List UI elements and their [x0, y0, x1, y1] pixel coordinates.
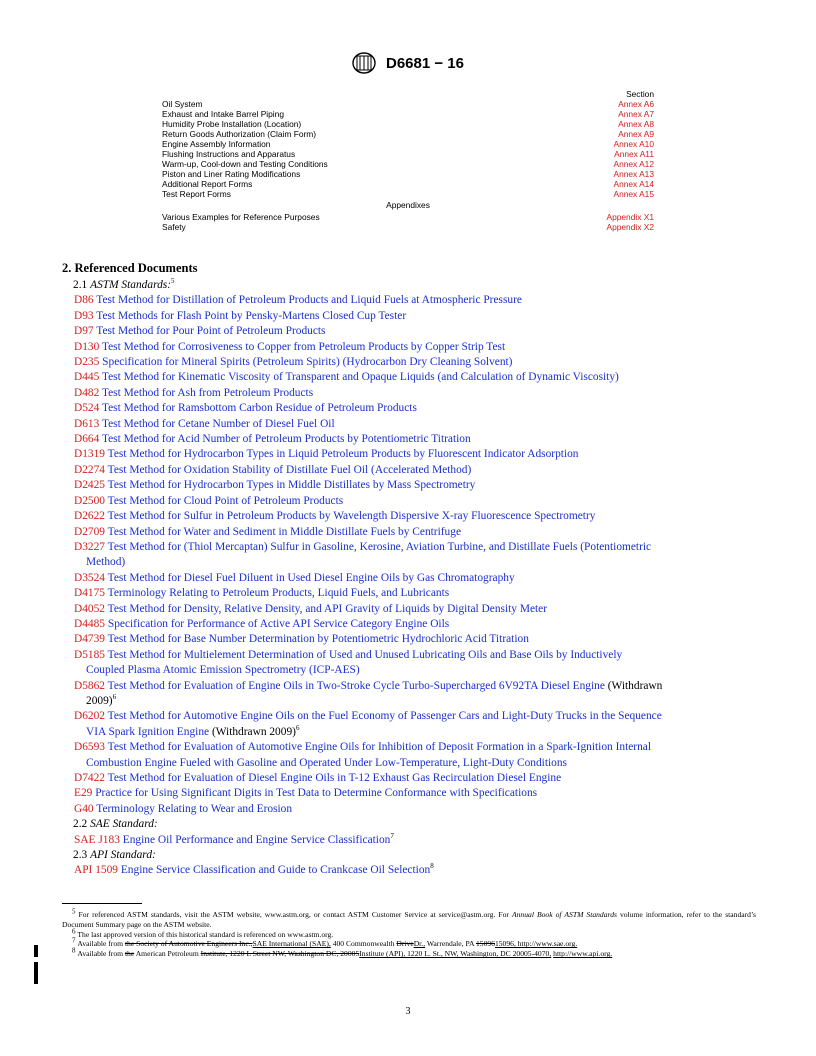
astm-reference[interactable] — [62, 648, 756, 679]
astm-reference[interactable] — [62, 324, 756, 339]
reference-title: Test Method for Sulfur in Petroleum Products by Wavelength Dispersive X-ray Fluorescence Spectrometry — [107, 510, 596, 523]
reference-title: Test Method for Pour Point of Petroleum Products — [96, 325, 326, 338]
reference-title: Test Method for Water and Sediment in Middle Distillate Fuels by Centrifuge — [107, 525, 462, 538]
reference-code: G40 — [74, 802, 94, 815]
reference-title: Test Method for Oxidation Stability of Distillate Fuel Oil (Accelerated Method) — [107, 463, 472, 476]
astm-logo-icon — [352, 52, 376, 74]
revision-change-bar — [34, 945, 38, 957]
reference-code: D86 — [74, 294, 94, 307]
toc-row[interactable] — [162, 149, 654, 159]
reference-title: Specification for Performance of Active API Service Category Engine Oils — [107, 617, 450, 630]
toc-row[interactable] — [162, 119, 654, 129]
reference-title: Test Method for Distillation of Petroleum Products and Liquid Fuels at Atmospheric Pressure — [96, 294, 522, 307]
reference-title-cont: Combustion Engine Fueled with Gasoline and Operated Under Low-Temperature, Light-Duty Conditions — [86, 756, 567, 769]
api-reference[interactable]: API 1509 Engine Service Classification and Guide to Crankcase Oil Selection$^8$ — [74, 862, 434, 877]
astm-reference[interactable] — [62, 463, 756, 478]
reference-title: Test Method for (Thiol Mercaptan) Sulfur in Gasoline, Kerosine, Aviation Turbine, and Distillate Fuels (Potentiometric — [107, 540, 652, 553]
reference-title: Test Method for Evaluation of Automotive Engine Oils for Inhibition of Deposit Formation in a Spark-Ignition Internal — [107, 741, 652, 754]
reference-code: D3227 — [74, 540, 106, 553]
toc-row-label: Various Examples for Reference Purposes — [162, 212, 320, 222]
withdrawn-note: (Withdrawn 2009) — [211, 725, 296, 738]
astm-reference[interactable] — [62, 340, 756, 355]
toc-row-label: Humidity Probe Installation (Location) — [162, 119, 302, 129]
sae-subheading: 2.2 SAE Standard: — [73, 818, 158, 831]
page-header — [0, 52, 816, 74]
toc-row-ref: Annex A6 — [618, 99, 654, 109]
api-subheading: 2.3 API Standard: — [73, 849, 156, 862]
section-heading: 2. Referenced Documents — [62, 261, 198, 275]
toc-row-ref: Annex A15 — [613, 189, 654, 199]
reference-title: Test Method for Evaluation of Engine Oils in Two-Stroke Cycle Turbo-Supercharged 6V92TA Diesel Engine — [107, 679, 605, 692]
footnote-7: $^7$ Available from the Society of Automotive Engineers Inc.,SAE International (SAE), 400 Commonwealth DriveDr., Warrendale, PA 1509615096, http://www.sae.org. — [72, 936, 578, 949]
reference-title: Test Method for Kinematic Viscosity of Transparent and Opaque Liquids (and Calculation of Dynamic Viscosity) — [101, 371, 619, 384]
astm-reference[interactable] — [62, 617, 756, 632]
toc-row-ref: Annex A9 — [618, 129, 654, 139]
toc-row[interactable] — [162, 159, 654, 169]
reference-code: D5862 — [74, 679, 106, 692]
reference-code: D130 — [74, 340, 100, 353]
reference-code: D2274 — [74, 463, 106, 476]
reference-title: Test Method for Cloud Point of Petroleum Products — [107, 494, 344, 507]
reference-code: D1319 — [74, 448, 106, 461]
reference-title: Practice for Using Significant Digits in Test Data to Determine Conformance with Specifications — [95, 787, 538, 800]
withdrawn-note: (Withdrawn — [607, 679, 663, 692]
reference-code: D5185 — [74, 648, 106, 661]
reference-title: Test Method for Evaluation of Diesel Engine Oils in T-12 Exhaust Gas Recirculation Diesel Engine — [107, 772, 562, 784]
reference-code: D3524 — [74, 571, 106, 584]
toc-row-ref: Annex A14 — [613, 179, 654, 189]
toc-row-ref: Appendix X2 — [606, 222, 654, 232]
reference-continuation — [74, 694, 756, 709]
astm-reference[interactable] — [62, 632, 756, 647]
toc-row-ref: Annex A13 — [613, 169, 654, 179]
reference-code: D613 — [74, 417, 100, 430]
reference-code: D93 — [74, 309, 94, 322]
toc-row-ref: Annex A8 — [618, 119, 654, 129]
astm-reference[interactable] — [62, 370, 756, 385]
astm-reference[interactable] — [62, 417, 756, 432]
reference-code: D4052 — [74, 602, 106, 615]
reference-title: Test Method for Ash from Petroleum Products — [101, 386, 314, 399]
toc-row-label: Exhaust and Intake Barrel Piping — [162, 109, 284, 119]
reference-title-cont: Coupled Plasma Atomic Emission Spectrometry (ICP-AES) — [86, 664, 360, 677]
astm-reference[interactable] — [62, 786, 756, 801]
reference-code: D4739 — [74, 633, 106, 646]
reference-title: Test Methods for Flash Point by Pensky-Martens Closed Cup Tester — [96, 309, 407, 322]
reference-code: D2622 — [74, 510, 106, 523]
reference-title: Terminology Relating to Petroleum Products, Liquid Fuels, and Lubricants — [107, 587, 450, 600]
reference-title: Test Method for Multielement Determination of Used and Unused Lubricating Oils and Base Oils by Inductively — [107, 648, 623, 661]
toc-row[interactable] — [162, 179, 654, 189]
astm-reference[interactable] — [62, 293, 756, 308]
toc-row-label: Oil System — [162, 99, 203, 109]
astm-reference[interactable] — [62, 602, 756, 617]
toc-section-label: Section — [626, 89, 654, 99]
reference-code: D524 — [74, 402, 100, 415]
reference-title: Terminology Relating to Wear and Erosion — [96, 802, 293, 815]
reference-code: D2425 — [74, 479, 106, 492]
standard-designation: D6681 − 16 — [386, 54, 464, 72]
reference-code: D7422 — [74, 772, 106, 784]
toc-row-label: Engine Assembly Information — [162, 139, 271, 149]
reference-code: D4485 — [74, 617, 106, 630]
reference-title: Test Method for Hydrocarbon Types in Liquid Petroleum Products by Fluorescent Indicator Adsorption — [107, 448, 579, 461]
reference-title: Test Method for Hydrocarbon Types in Middle Distillates by Mass Spectrometry — [107, 479, 476, 492]
reference-continuation — [74, 756, 756, 771]
astm-reference[interactable] — [62, 509, 756, 524]
astm-reference[interactable] — [62, 447, 756, 462]
astm-reference[interactable] — [62, 571, 756, 586]
astm-reference[interactable] — [62, 586, 756, 601]
referenced-documents — [62, 278, 756, 879]
table-of-contents — [162, 89, 654, 232]
astm-reference[interactable] — [62, 771, 756, 786]
toc-row[interactable] — [162, 212, 654, 222]
astm-reference[interactable] — [62, 401, 756, 416]
astm-reference[interactable] — [62, 386, 756, 401]
toc-row-ref: Annex A10 — [613, 139, 654, 149]
toc-row-label: Flushing Instructions and Apparatus — [162, 149, 296, 159]
footnote-5: $^5$ For referenced ASTM standards, visit the ASTM website, www.astm.org, or contact ASTM Customer Service at service@astm.org. For Annual Book of ASTM Standards volume information, refer to the standard’s Document Summary page on the ASTM website. — [62, 907, 757, 929]
footnote-8: $^8$ Available from the American Petroleum Institute, 1220 L Street NW, Washington DC, 20005Institute (API), 1220 L. St., NW, Washington, DC 20005-4070, http://www.api.org. — [72, 946, 613, 959]
reference-title: Test Method for Acid Number of Petroleum Products by Potentiometric Titration — [101, 433, 471, 446]
page-number: 3 — [405, 1006, 411, 1017]
astm-reference[interactable] — [62, 355, 756, 370]
reference-title-cont: Method) — [86, 556, 126, 569]
reference-code: D235 — [74, 356, 100, 369]
reference-continuation — [74, 555, 756, 570]
toc-row[interactable] — [162, 189, 654, 199]
reference-code: D6593 — [74, 741, 106, 754]
toc-row-label: Return Goods Authorization (Claim Form) — [162, 129, 317, 139]
astm-reference[interactable] — [62, 709, 756, 740]
reference-code: D2709 — [74, 525, 106, 538]
toc-row-ref: Appendix X1 — [606, 212, 654, 222]
reference-code: D445 — [74, 371, 100, 384]
reference-title: Test Method for Base Number Determination by Potentiometric Hydrochloric Acid Titration — [107, 633, 529, 646]
toc-appendixes-label: Appendixes — [386, 200, 430, 210]
reference-code: D2500 — [74, 494, 106, 507]
footnotes — [62, 907, 757, 959]
reference-continuation — [74, 725, 756, 740]
astm-reference[interactable] — [62, 540, 756, 571]
toc-row-label: Warm-up, Cool-down and Testing Conditions — [162, 159, 328, 169]
sae-reference[interactable]: SAE J183 Engine Oil Performance and Engine Service Classification$^7$ — [74, 831, 394, 846]
reference-code: D6202 — [74, 710, 106, 723]
reference-title: Test Method for Ramsbottom Carbon Residue of Petroleum Products — [101, 402, 417, 415]
reference-title: Test Method for Corrosiveness to Copper from Petroleum Products by Copper Strip Test — [101, 340, 506, 353]
reference-code: D4175 — [74, 587, 106, 600]
reference-title: Test Method for Automotive Engine Oils on the Fuel Economy of Passenger Cars and Light-Duty Trucks in the Sequence — [107, 710, 662, 723]
astm-reference[interactable] — [62, 494, 756, 509]
toc-row-ref: Annex A11 — [614, 149, 654, 159]
reference-title-cont: VIA Spark Ignition Engine — [86, 725, 210, 738]
reference-title: Specification for Mineral Spirits (Petroleum Spirits) (Hydrocarbon Dry Cleaning Solvent) — [102, 356, 513, 369]
toc-row-label: Safety — [162, 222, 186, 232]
reference-title: Test Method for Density, Relative Density, and API Gravity of Liquids by Digital Density Meter — [107, 602, 548, 615]
reference-code: D664 — [74, 433, 100, 446]
astm-reference[interactable] — [62, 478, 756, 493]
toc-row-label: Piston and Liner Rating Modifications — [162, 169, 301, 179]
toc-row-label: Test Report Forms — [162, 189, 231, 199]
astm-reference[interactable] — [62, 740, 756, 771]
astm-subheading: 2.1 ASTM Standards:$^5$ — [73, 277, 175, 291]
reference-code: E29 — [74, 787, 93, 800]
toc-row[interactable] — [162, 169, 654, 179]
reference-code: D97 — [74, 325, 94, 338]
toc-row-ref: Annex A7 — [618, 109, 654, 119]
toc-row[interactable] — [162, 99, 654, 109]
astm-reference[interactable] — [62, 432, 756, 447]
reference-continuation — [74, 663, 756, 678]
reference-code: D482 — [74, 386, 100, 399]
astm-reference[interactable] — [62, 679, 756, 710]
toc-row[interactable] — [162, 139, 654, 149]
footnote-mark: 6 — [295, 723, 300, 732]
footnote-rule — [62, 903, 142, 904]
toc-row[interactable] — [162, 129, 654, 139]
toc-row[interactable] — [162, 222, 654, 232]
astm-reference[interactable] — [62, 802, 756, 817]
toc-row[interactable] — [162, 109, 654, 119]
footnote-6: $^6$ The last approved version of this historical standard is referenced on www.astm.org. — [72, 927, 334, 939]
toc-row-ref: Annex A12 — [613, 159, 654, 169]
astm-reference[interactable] — [62, 525, 756, 540]
footnote-mark: 6 — [112, 693, 117, 702]
reference-title: Test Method for Cetane Number of Diesel Fuel Oil — [101, 417, 335, 430]
api-url-link[interactable]: http://www.api.org. — [553, 949, 613, 959]
revision-change-bar — [34, 962, 38, 984]
toc-row-label: Additional Report Forms — [162, 179, 253, 189]
reference-title: Test Method for Diesel Fuel Diluent in Used Diesel Engine Oils by Gas Chromatography — [107, 571, 515, 584]
astm-reference[interactable] — [62, 309, 756, 324]
reference-title-cont: 2009) — [86, 694, 113, 707]
